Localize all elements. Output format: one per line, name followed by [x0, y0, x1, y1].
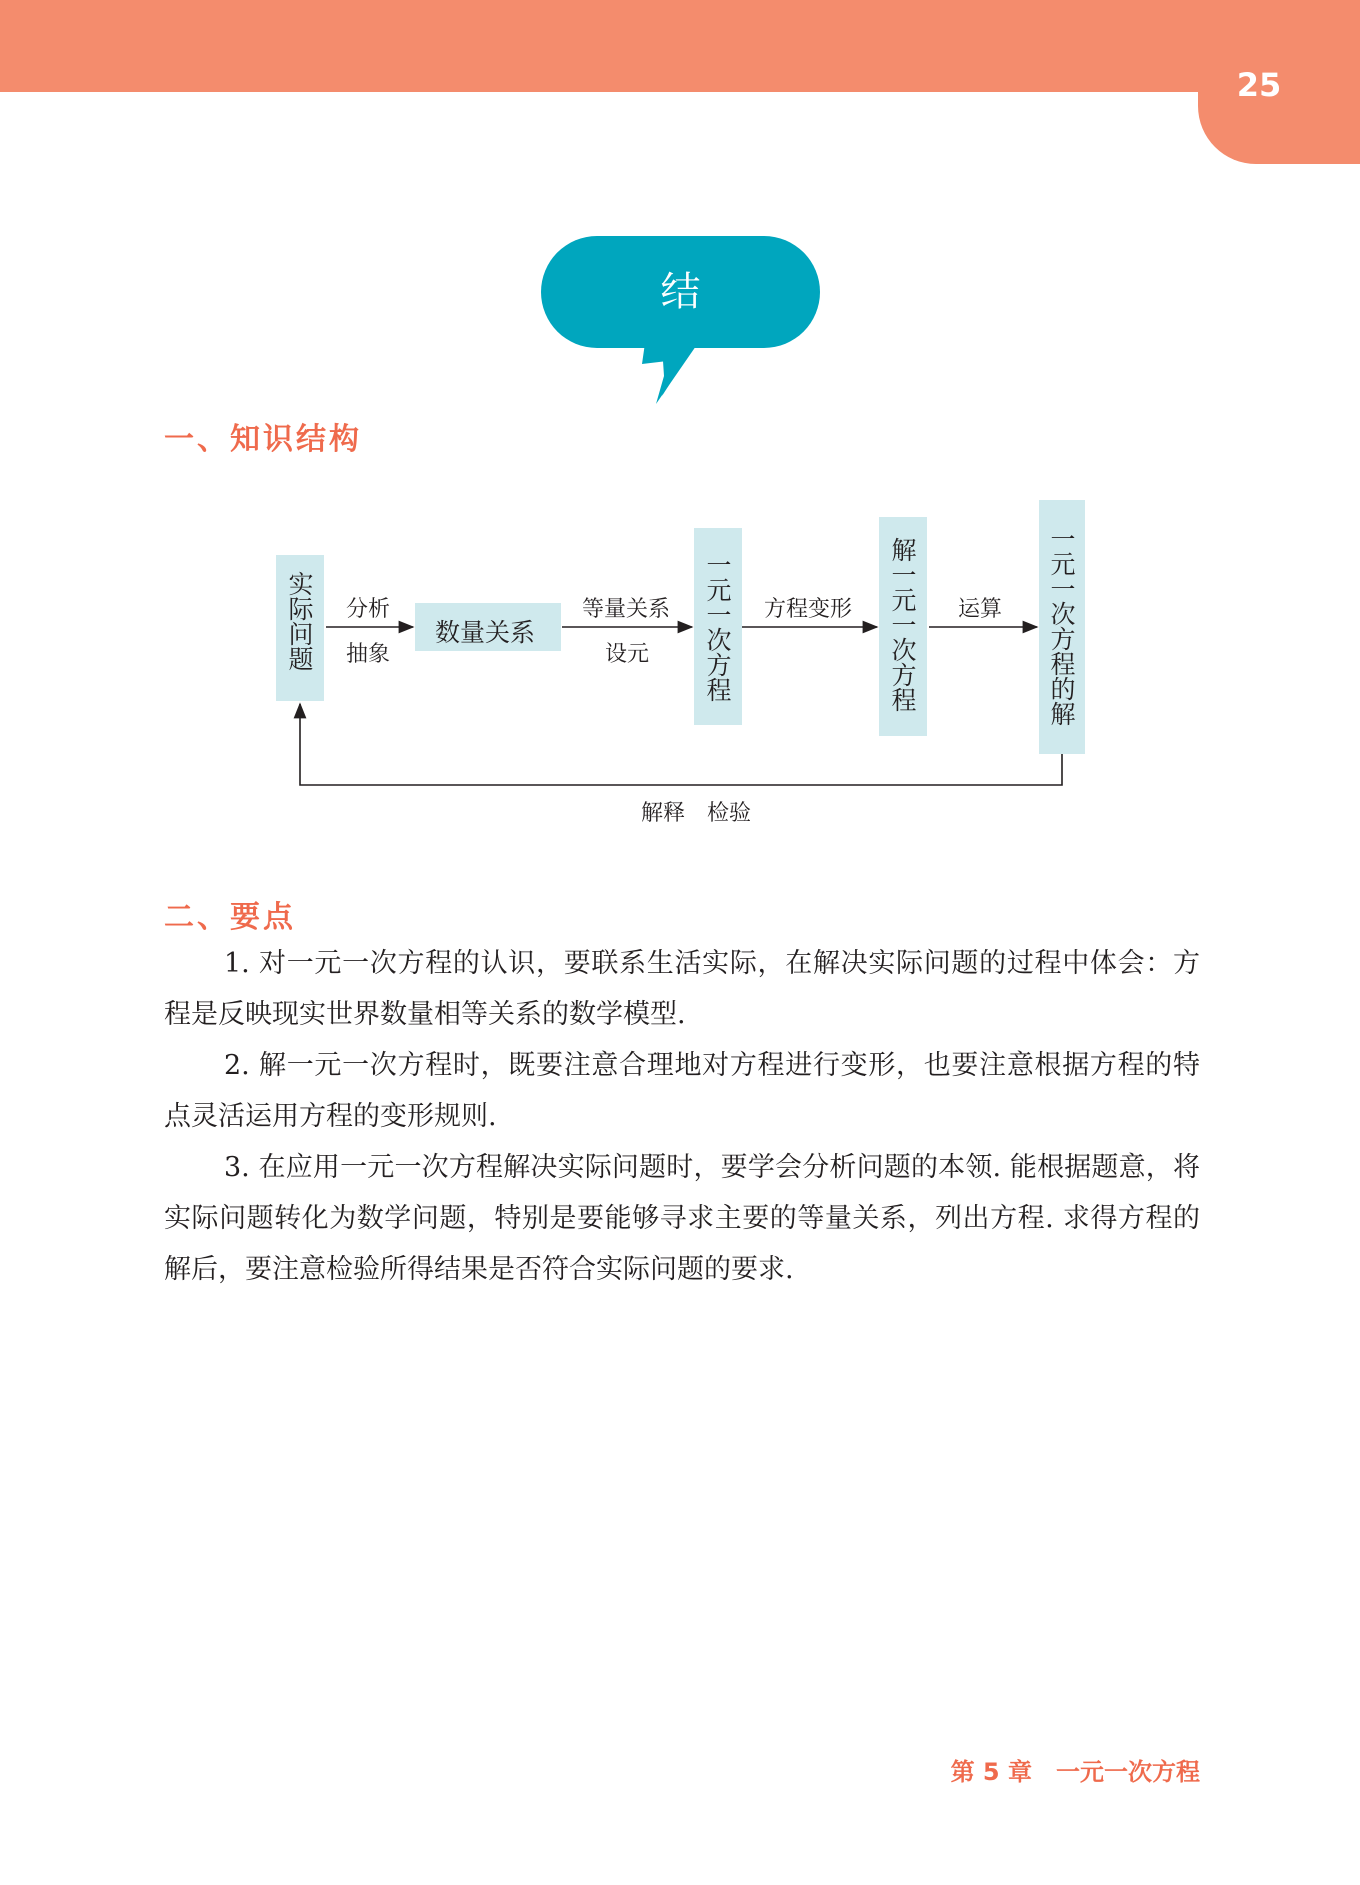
node-quantity-relation-label: 数量关系 — [435, 618, 536, 647]
edge-label-explain-check: 解释 检验 — [641, 801, 752, 826]
page-number: 25 — [1236, 66, 1282, 104]
edge-label-abstract: 抽象 — [346, 642, 391, 667]
key-point-1: 1. 对一元一次方程的认识，要联系生活实际，在解决实际问题的过程中体会：方程是反映现实世界数量相等关系的数学模型. — [164, 948, 1200, 1030]
node-linear-equation-label: 一元一次方程 — [703, 552, 732, 702]
edge-label-analyze: 分析 — [346, 597, 391, 622]
node-quantity-relation — [415, 603, 561, 651]
arrow-feedback — [300, 704, 1062, 785]
edge-label-set-unknown: 设元 — [605, 642, 650, 667]
key-point-2: 2. 解一元一次方程时，既要注意合理地对方程进行变形，也要注意根据方程的特点灵活运用方程的变形规则. — [164, 1050, 1200, 1132]
edge-label-transform: 方程变形 — [764, 597, 853, 622]
bubble-label: 结 — [541, 236, 820, 348]
node-linear-equation — [694, 528, 742, 725]
edge-label-compute: 运算 — [958, 597, 1003, 622]
edge-label-equal-relation: 等量关系 — [582, 597, 671, 622]
key-point-3: 3. 在应用一元一次方程解决实际问题时，要学会分析问题的本领. 能根据题意，将实际问题转化为数学问题，特别是要能够寻求主要的等量关系，列出方程. 求得方程的解后，要注意检验所得结果是否符合实际问题的要求. — [164, 1152, 1200, 1285]
node-equation-solution-label: 一元一次方程的解 — [1047, 526, 1076, 726]
diagram-arrows — [0, 0, 1360, 840]
footer-chapter: 第 5 章 一元一次方程 — [950, 1758, 1200, 1786]
node-equation-solution — [1039, 500, 1085, 754]
node-solve-equation — [879, 517, 927, 736]
node-solve-equation-label: 解一元一次方程 — [888, 537, 917, 712]
section-title-structure: 一、知识结构 — [164, 422, 362, 457]
section-title-key-points: 二、要点 — [164, 900, 296, 935]
node-practical-problem — [276, 555, 324, 701]
node-practical-problem-label: 实际问题 — [285, 571, 314, 671]
